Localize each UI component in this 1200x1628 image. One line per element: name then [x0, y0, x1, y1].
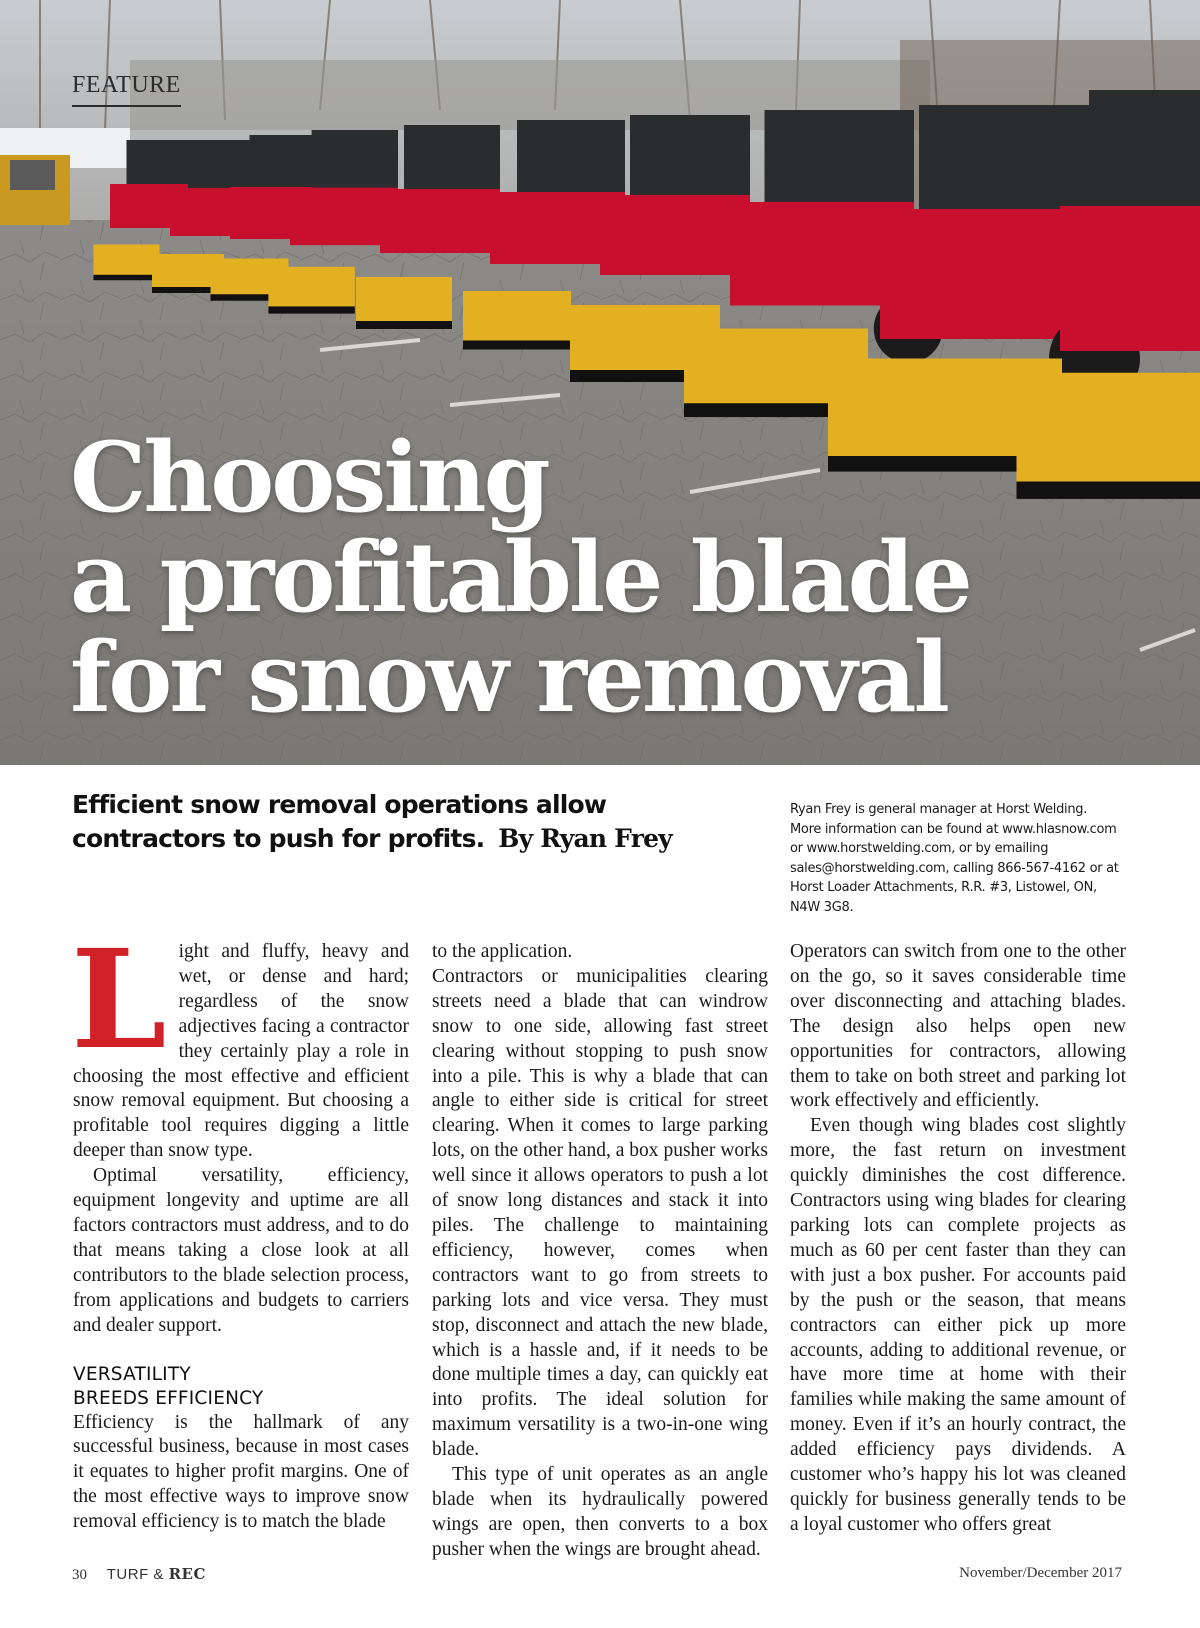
paragraph: Operators can switch from one to the other on the go, so it saves considerable time over disconnecting and attaching blades. The design also helps open new opportunities for contractors, allowing them to take on both street and parking lot work effectively and efficiently. — [790, 941, 1126, 1112]
magazine-prefix: TURF & — [106, 1566, 164, 1583]
paragraph: to the application. — [432, 941, 573, 962]
issue-date: November/December 2017 — [959, 1565, 1122, 1581]
subhead-line-1: VERSATILITY — [73, 1363, 191, 1385]
author-bio: Ryan Frey is general manager at Horst Welding. More information can be found at www.hlasnow.com or www.horstwelding.com, or by emailing sales@horstwelding.com, calling 866-567-4162 or at Horst Loader Attachments, R.R. #3, Listowel, ON, N4W 3G8. — [790, 802, 1119, 915]
paragraph-text: ight and fluffy, heavy and wet, or dense and hard; regardless of the snow adjectives facing a contractor they certainly play a role in choosing the most effective and efficient snow removal equipment. But choosing a profitable tool requires digging a little deeper than snow type. — [73, 941, 409, 1162]
deck-text: Efficient snow removal operations allow contractors to push for profits. — [72, 790, 607, 853]
article-column-2 — [432, 940, 768, 1563]
hero-photo — [0, 0, 1200, 765]
paragraph: Efficiency is the hallmark of any successful business, because in most cases it equates to higher profit margins. One of the most effective ways to improve snow removal efficiency is to match the blade — [73, 1411, 409, 1533]
subhead-line-2: BREEDS EFFICIENCY — [73, 1387, 264, 1409]
headline-line-3: for snow removal — [70, 621, 947, 734]
paragraph: Optimal versatility, efficiency, equipment longevity and uptime are all factors contractors must address, and to do that means taking a close look at all contributors to the blade selection process, from applications and budgets to carriers and dealer support. — [73, 1165, 409, 1336]
paragraph: Contractors or municipalities clearing streets need a blade that can windrow snow to one side, allowing fast street clearing without stopping to push snow into a pile. This is why a blade that can angle to either side is critical for street clearing. When it comes to large parking lots, on the other hand, a box pusher works well since it allows operators to push a lot of snow long distances and stack it into piles. The challenge to maintaining efficiency, however, comes when contractors want to go from streets to parking lots and vice versa. They must stop, disconnect and attach the new blade, which is a hassle and, if it needs to be done multiple times a day, can quickly eat into profits. The ideal solution for maximum versatility is a two-in-one wing blade. — [432, 965, 768, 1461]
drop-cap: L — [71, 920, 167, 1080]
page-number: 30 — [72, 1567, 87, 1583]
headline-line-1: Choosing — [70, 421, 548, 534]
headline — [70, 421, 1170, 734]
paragraph: This type of unit operates as an angle blade when its hydraulically powered wings are open, then converts to a box pusher when the wings are brought ahead. — [432, 1464, 768, 1560]
article-column-1 — [71, 920, 409, 1535]
byline: By Ryan Frey — [498, 824, 672, 853]
folio-left — [72, 1565, 206, 1584]
magazine-suffix: REC — [168, 1565, 206, 1583]
headline-line-2: a profitable blade — [70, 521, 970, 634]
article-column-3 — [790, 940, 1126, 1538]
subhead — [73, 1363, 409, 1411]
paragraph — [71, 920, 409, 1164]
section-kicker: FEATURE — [72, 72, 181, 107]
deck — [72, 788, 692, 856]
magazine-name — [107, 1566, 206, 1583]
paragraph: Even though wing blades cost slightly more, the fast return on investment quickly diminishes the cost difference. Contractors using wing blades for clearing parking lots can complete projects as much as 60 per cent faster than they can with just a box pusher. For accounts paid by the push or the season, that means contractors can either pick up more accounts, adding to additional revenue, or have more time at home with their families while making the same amount of money. Even if it’s an hourly contract, the added efficiency pays dividends. A customer who’s happy his lot was cleaned quickly for business generally tends to be a loyal customer who offers great — [790, 1115, 1126, 1535]
